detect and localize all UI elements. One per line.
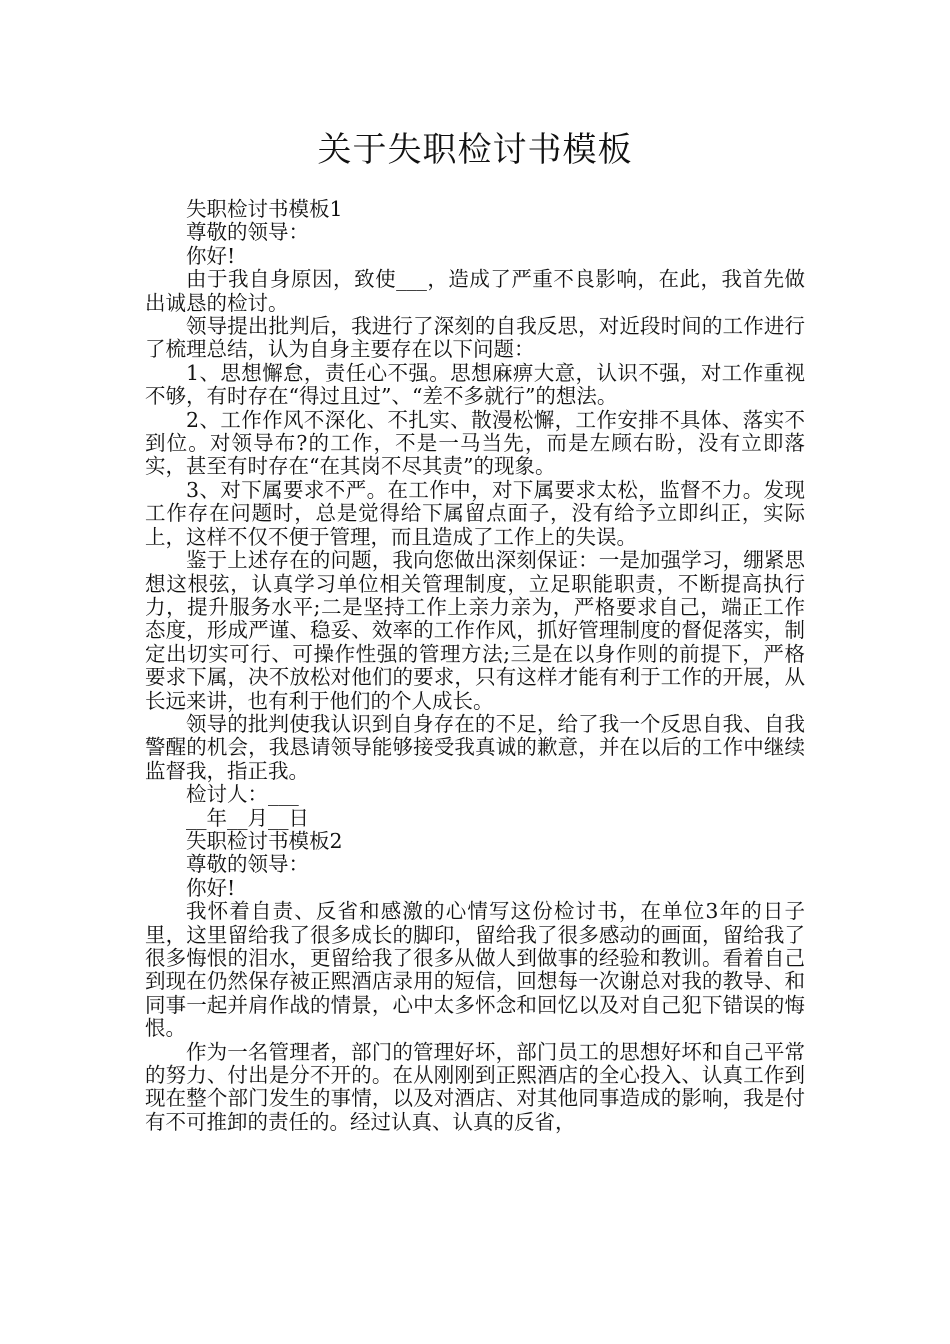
paragraph: 领导提出批判后，我进行了深刻的自我反思，对近段时间的工作进行了梳理总结，认为自身主要存在以下问题： <box>145 314 805 362</box>
paragraph: 鉴于上述存在的问题，我向您做出深刻保证：一是加强学习，绷紧思想这根弦，认真学习单位相关管理制度，立足职能职责，不断提高执行力，提升服务水平;二是坚持工作上亲力亲为，严格要求自己，端正工作态度，形成严谨、稳妥、效率的工作作风，抓好管理制度的督促落实，制定出切实可行、可操作性强的管理方法;三是在以身作则的前提下，严格要求下属，决不放松对他们的要求，只有这样才能有利于工作的开展，从长远来讲，也有利于他们的个人成长。 <box>145 548 805 713</box>
paragraph: 检讨人：___ <box>186 782 299 807</box>
document-page <box>145 128 805 1134</box>
paragraph: 尊敬的领导： <box>186 852 309 877</box>
paragraph: 3、对下属要求不严。在工作中，对下属要求太松，监督不力。发现工作存在问题时，总是觉得给下属留点面子，没有给予立即纠正，实际上，这样不仅不便于管理，而且造成了工作上的失误。 <box>145 477 805 549</box>
document-body <box>145 198 805 1134</box>
paragraph: 1、思想懈怠，责任心不强。思想麻痹大意，认识不强，对工作重视不够，有时存在“得过且过”、“差不多就行”的想法。 <box>145 360 805 409</box>
paragraph: 作为一名管理者，部门的管理好坏，部门员工的思想好坏和自己平常的努力、付出是分不开的。在从刚刚到正熙酒店的全心投入、认真工作到现在整个部门发生的事情，以及对酒店、对其他同事造成的影响，我是付有不可推卸的责任的。经过认真、认真的反省， <box>145 1039 805 1134</box>
paragraph: 我怀着自责、反省和感激的心情写这份检讨书，在单位3年的日子里，这里留给我了很多成长的脚印，留给我了很多感动的画面，留给我了很多悔恨的泪水，更留给我了很多从做人到做事的经验和教训。看着自己到现在仍然保存被正熙酒店录用的短信，回想每一次谢总对我的教导、和同事一起并肩作战的情景，心中太多怀念和回忆以及对自己犯下错误的悔恨。 <box>145 899 805 1041</box>
document-title: 关于失职检讨书模板 <box>317 130 633 170</box>
paragraph: 你好! <box>186 875 236 900</box>
paragraph: 尊敬的领导： <box>186 220 309 245</box>
paragraph: 领导的批判使我认识到自身存在的不足，给了我一个反思自我、自我警醒的机会，我恳请领导能够接受我真诚的歉意，并在以后的工作中继续监督我，指正我。 <box>145 711 805 783</box>
paragraph: 2、工作作风不深化、不扎实、散漫松懈，工作安排不具体、落实不到位。对领导布?的工作，不是一马当先，而是左顾右盼，没有立即落实，甚至有时存在“在其岗不尽其责”的现象。 <box>145 407 805 479</box>
paragraph: 由于我自身原因，致使___，造成了严重不良影响，在此，我首先做出诚恳的检讨。 <box>145 267 805 315</box>
paragraph: 失职检讨书模板1 <box>186 197 343 221</box>
paragraph: 你好! <box>186 243 236 268</box>
paragraph: 失职检讨书模板2 <box>186 828 343 853</box>
paragraph: __年__月__日 <box>186 805 309 830</box>
